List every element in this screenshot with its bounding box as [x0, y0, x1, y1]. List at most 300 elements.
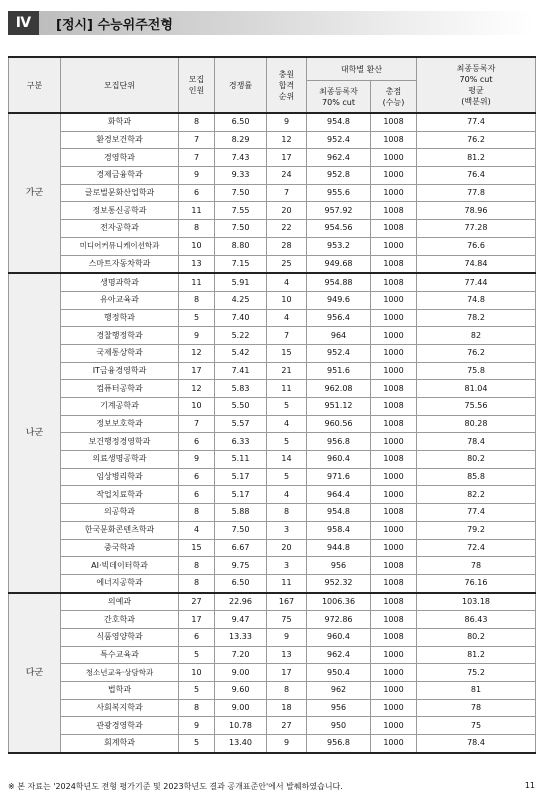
quota-cell: 12: [179, 380, 215, 398]
percentile-cell: 78.2: [417, 309, 536, 327]
ratio-cell: 5.50: [215, 398, 267, 416]
percentile-cell: 74.8: [417, 291, 536, 309]
quota-cell: 8: [179, 504, 215, 522]
ratio-cell: 13.40: [215, 735, 267, 753]
final-score-cell: 949.68: [307, 255, 371, 273]
total-cell: 1008: [371, 380, 417, 398]
section-header: [8, 11, 535, 35]
final-score-cell: 952.4: [307, 344, 371, 362]
percentile-cell: 81.04: [417, 380, 536, 398]
percentile-cell: 82: [417, 327, 536, 345]
admission-results-table: [8, 56, 536, 754]
table-row: [9, 202, 536, 220]
rank-cell: 11: [267, 380, 307, 398]
rank-cell: 11: [267, 574, 307, 592]
table-row: [9, 131, 536, 149]
final-score-cell: 956.4: [307, 309, 371, 327]
rank-cell: 4: [267, 486, 307, 504]
final-score-cell: 952.32: [307, 574, 371, 592]
table-row: [9, 184, 536, 202]
table-row: [9, 682, 536, 700]
final-score-cell: 953.2: [307, 237, 371, 255]
final-score-cell: 954.8: [307, 504, 371, 522]
ratio-cell: 9.00: [215, 699, 267, 717]
unit-cell: 생명과학과: [61, 273, 179, 291]
ratio-cell: 7.41: [215, 362, 267, 380]
unit-cell: 정보통신공학과: [61, 202, 179, 220]
final-score-cell: 956: [307, 557, 371, 575]
percentile-cell: 75.8: [417, 362, 536, 380]
ratio-cell: 5.17: [215, 486, 267, 504]
header-percentile: 최종등록자 70% cut 평균 (백분위): [417, 57, 536, 113]
total-cell: 1000: [371, 468, 417, 486]
quota-cell: 11: [179, 202, 215, 220]
unit-cell: 관광경영학과: [61, 717, 179, 735]
table-row: [9, 149, 536, 167]
final-score-cell: 962.4: [307, 149, 371, 167]
ratio-cell: 7.15: [215, 255, 267, 273]
final-score-cell: 960.4: [307, 628, 371, 646]
percentile-cell: 80.28: [417, 415, 536, 433]
quota-cell: 8: [179, 699, 215, 717]
percentile-cell: 85.8: [417, 468, 536, 486]
percentile-cell: 79.2: [417, 521, 536, 539]
percentile-cell: 103.18: [417, 593, 536, 611]
quota-cell: 6: [179, 628, 215, 646]
quota-cell: 7: [179, 415, 215, 433]
percentile-cell: 77.4: [417, 504, 536, 522]
rank-cell: 9: [267, 735, 307, 753]
quota-cell: 11: [179, 273, 215, 291]
final-score-cell: 962: [307, 682, 371, 700]
unit-cell: 환경보건학과: [61, 131, 179, 149]
table-row: [9, 362, 536, 380]
unit-cell: 의예과: [61, 593, 179, 611]
unit-cell: 보건행정경영학과: [61, 433, 179, 451]
total-cell: 1000: [371, 664, 417, 682]
total-cell: 1008: [371, 504, 417, 522]
quota-cell: 7: [179, 131, 215, 149]
final-score-cell: 954.8: [307, 113, 371, 131]
rank-cell: 17: [267, 664, 307, 682]
total-cell: 1008: [371, 398, 417, 416]
final-score-cell: 954.88: [307, 273, 371, 291]
quota-cell: 15: [179, 539, 215, 557]
total-cell: 1000: [371, 149, 417, 167]
unit-cell: 전자공학과: [61, 220, 179, 238]
table-row: [9, 237, 536, 255]
table-row: [9, 646, 536, 664]
unit-cell: 임상병리학과: [61, 468, 179, 486]
rank-cell: 9: [267, 113, 307, 131]
group-label: 다군: [9, 593, 61, 753]
percentile-cell: 74.84: [417, 255, 536, 273]
rank-cell: 14: [267, 451, 307, 469]
total-cell: 1000: [371, 327, 417, 345]
ratio-cell: 5.83: [215, 380, 267, 398]
percentile-cell: 75: [417, 717, 536, 735]
final-score-cell: 971.6: [307, 468, 371, 486]
total-cell: 1000: [371, 682, 417, 700]
unit-cell: 행정학과: [61, 309, 179, 327]
unit-cell: 사회복지학과: [61, 699, 179, 717]
quota-cell: 12: [179, 344, 215, 362]
final-score-cell: 952.8: [307, 167, 371, 185]
table-row: [9, 327, 536, 345]
total-cell: 1000: [371, 167, 417, 185]
percentile-cell: 76.16: [417, 574, 536, 592]
rank-cell: 4: [267, 309, 307, 327]
table-row: [9, 699, 536, 717]
rank-cell: 4: [267, 273, 307, 291]
total-cell: 1000: [371, 699, 417, 717]
total-cell: 1008: [371, 611, 417, 629]
unit-cell: 작업치료학과: [61, 486, 179, 504]
final-score-cell: 956.8: [307, 735, 371, 753]
table-row: [9, 380, 536, 398]
table-row: [9, 220, 536, 238]
rank-cell: 5: [267, 433, 307, 451]
unit-cell: 청소년교육·상담학과: [61, 664, 179, 682]
percentile-cell: 75.56: [417, 398, 536, 416]
unit-cell: 경제금융학과: [61, 167, 179, 185]
ratio-cell: 5.22: [215, 327, 267, 345]
percentile-cell: 78: [417, 557, 536, 575]
table-row: [9, 415, 536, 433]
ratio-cell: 6.33: [215, 433, 267, 451]
table-row: [9, 309, 536, 327]
table-row: [9, 344, 536, 362]
rank-cell: 15: [267, 344, 307, 362]
header-unit: 모집단위: [61, 57, 179, 113]
total-cell: 1000: [371, 362, 417, 380]
unit-cell: 글로벌문화산업학과: [61, 184, 179, 202]
rank-cell: 5: [267, 398, 307, 416]
header-conversion: 대학별 환산: [307, 57, 417, 81]
final-score-cell: 1006.36: [307, 593, 371, 611]
quota-cell: 10: [179, 664, 215, 682]
ratio-cell: 7.43: [215, 149, 267, 167]
final-score-cell: 955.6: [307, 184, 371, 202]
table-row: [9, 664, 536, 682]
rank-cell: 7: [267, 184, 307, 202]
final-score-cell: 962.4: [307, 646, 371, 664]
quota-cell: 7: [179, 149, 215, 167]
table-row: [9, 451, 536, 469]
table-row: [9, 593, 536, 611]
table-row: [9, 557, 536, 575]
percentile-cell: 81.2: [417, 646, 536, 664]
ratio-cell: 4.25: [215, 291, 267, 309]
rank-cell: 10: [267, 291, 307, 309]
quota-cell: 5: [179, 646, 215, 664]
quota-cell: 4: [179, 521, 215, 539]
total-cell: 1000: [371, 291, 417, 309]
quota-cell: 13: [179, 255, 215, 273]
final-score-cell: 949.6: [307, 291, 371, 309]
percentile-cell: 77.4: [417, 113, 536, 131]
section-number: Ⅳ: [8, 11, 39, 35]
table-row: [9, 291, 536, 309]
ratio-cell: 5.57: [215, 415, 267, 433]
final-score-cell: 956.8: [307, 433, 371, 451]
percentile-cell: 78.96: [417, 202, 536, 220]
ratio-cell: 9.00: [215, 664, 267, 682]
percentile-cell: 80.2: [417, 628, 536, 646]
rank-cell: 12: [267, 131, 307, 149]
ratio-cell: 6.67: [215, 539, 267, 557]
unit-cell: 기계공학과: [61, 398, 179, 416]
total-cell: 1000: [371, 344, 417, 362]
final-score-cell: 957.92: [307, 202, 371, 220]
rank-cell: 7: [267, 327, 307, 345]
table-row: [9, 574, 536, 592]
ratio-cell: 5.17: [215, 468, 267, 486]
unit-cell: 정보보호학과: [61, 415, 179, 433]
header-final-score: 최종등록자 70% cut: [307, 81, 371, 114]
percentile-cell: 78.4: [417, 433, 536, 451]
rank-cell: 75: [267, 611, 307, 629]
percentile-cell: 78.4: [417, 735, 536, 753]
unit-cell: 한국문화콘텐츠학과: [61, 521, 179, 539]
quota-cell: 6: [179, 184, 215, 202]
total-cell: 1008: [371, 415, 417, 433]
quota-cell: 8: [179, 557, 215, 575]
ratio-cell: 7.55: [215, 202, 267, 220]
header-total: 총점 (수능): [371, 81, 417, 114]
unit-cell: 중국학과: [61, 539, 179, 557]
total-cell: 1008: [371, 574, 417, 592]
table-row: [9, 255, 536, 273]
percentile-cell: 82.2: [417, 486, 536, 504]
quota-cell: 17: [179, 611, 215, 629]
rank-cell: 28: [267, 237, 307, 255]
percentile-cell: 77.28: [417, 220, 536, 238]
rank-cell: 22: [267, 220, 307, 238]
total-cell: 1008: [371, 557, 417, 575]
ratio-cell: 7.50: [215, 220, 267, 238]
final-score-cell: 958.4: [307, 521, 371, 539]
final-score-cell: 950.4: [307, 664, 371, 682]
total-cell: 1000: [371, 735, 417, 753]
rank-cell: 27: [267, 717, 307, 735]
table-row: [9, 611, 536, 629]
total-cell: 1000: [371, 539, 417, 557]
header-quota: 모집 인원: [179, 57, 215, 113]
ratio-cell: 9.33: [215, 167, 267, 185]
table-row: [9, 273, 536, 291]
quota-cell: 6: [179, 468, 215, 486]
rank-cell: 9: [267, 628, 307, 646]
section-title: [정시] 수능위주전형: [56, 18, 173, 33]
final-score-cell: 964: [307, 327, 371, 345]
quota-cell: 27: [179, 593, 215, 611]
percentile-cell: 78: [417, 699, 536, 717]
ratio-cell: 13.33: [215, 628, 267, 646]
final-score-cell: 960.56: [307, 415, 371, 433]
percentile-cell: 86.43: [417, 611, 536, 629]
group-label: 나군: [9, 273, 61, 592]
quota-cell: 8: [179, 574, 215, 592]
group-label: 가군: [9, 113, 61, 273]
final-score-cell: 972.86: [307, 611, 371, 629]
rank-cell: 4: [267, 415, 307, 433]
percentile-cell: 77.8: [417, 184, 536, 202]
table-row: [9, 521, 536, 539]
rank-cell: 20: [267, 539, 307, 557]
quota-cell: 10: [179, 398, 215, 416]
final-score-cell: 951.6: [307, 362, 371, 380]
total-cell: 1008: [371, 273, 417, 291]
unit-cell: 경찰행정학과: [61, 327, 179, 345]
header-group: 구분: [9, 57, 61, 113]
total-cell: 1008: [371, 593, 417, 611]
rank-cell: 8: [267, 504, 307, 522]
total-cell: 1000: [371, 717, 417, 735]
percentile-cell: 76.2: [417, 131, 536, 149]
ratio-cell: 6.50: [215, 113, 267, 131]
ratio-cell: 7.50: [215, 521, 267, 539]
rank-cell: 13: [267, 646, 307, 664]
footnote: ※ 본 자료는 '2024학년도 전형 평가기준 및 2023학년도 결과 공개표준안'에서 발췌하였습니다.: [8, 782, 343, 791]
unit-cell: 법학과: [61, 682, 179, 700]
quota-cell: 9: [179, 451, 215, 469]
total-cell: 1008: [371, 451, 417, 469]
unit-cell: 미디어커뮤니케이션학과: [61, 237, 179, 255]
quota-cell: 5: [179, 309, 215, 327]
unit-cell: AI·빅데이터학과: [61, 557, 179, 575]
quota-cell: 17: [179, 362, 215, 380]
table-row: [9, 113, 536, 131]
header-ratio: 경쟁률: [215, 57, 267, 113]
quota-cell: 6: [179, 433, 215, 451]
table-header: [9, 57, 536, 113]
unit-cell: 국제통상학과: [61, 344, 179, 362]
percentile-cell: 76.4: [417, 167, 536, 185]
ratio-cell: 22.96: [215, 593, 267, 611]
quota-cell: 5: [179, 682, 215, 700]
final-score-cell: 964.4: [307, 486, 371, 504]
total-cell: 1008: [371, 628, 417, 646]
percentile-cell: 75.2: [417, 664, 536, 682]
ratio-cell: 8.80: [215, 237, 267, 255]
percentile-cell: 77.44: [417, 273, 536, 291]
page-number: 11: [524, 781, 535, 790]
total-cell: 1000: [371, 521, 417, 539]
rank-cell: 17: [267, 149, 307, 167]
percentile-cell: 76.6: [417, 237, 536, 255]
final-score-cell: 944.8: [307, 539, 371, 557]
unit-cell: 의공학과: [61, 504, 179, 522]
rank-cell: 167: [267, 593, 307, 611]
table-row: [9, 486, 536, 504]
ratio-cell: 9.60: [215, 682, 267, 700]
rank-cell: 20: [267, 202, 307, 220]
ratio-cell: 5.42: [215, 344, 267, 362]
final-score-cell: 951.12: [307, 398, 371, 416]
quota-cell: 9: [179, 167, 215, 185]
total-cell: 1000: [371, 646, 417, 664]
table-row: [9, 504, 536, 522]
total-cell: 1000: [371, 433, 417, 451]
total-cell: 1000: [371, 309, 417, 327]
percentile-cell: 81.2: [417, 149, 536, 167]
ratio-cell: 7.50: [215, 184, 267, 202]
table-row: [9, 717, 536, 735]
quota-cell: 10: [179, 237, 215, 255]
total-cell: 1008: [371, 202, 417, 220]
final-score-cell: 956: [307, 699, 371, 717]
unit-cell: 스마트자동차학과: [61, 255, 179, 273]
total-cell: 1000: [371, 184, 417, 202]
quota-cell: 9: [179, 717, 215, 735]
ratio-cell: 5.88: [215, 504, 267, 522]
ratio-cell: 7.40: [215, 309, 267, 327]
final-score-cell: 952.4: [307, 131, 371, 149]
table-row: [9, 735, 536, 753]
unit-cell: 컴퓨터공학과: [61, 380, 179, 398]
ratio-cell: 8.29: [215, 131, 267, 149]
ratio-cell: 5.11: [215, 451, 267, 469]
unit-cell: 간호학과: [61, 611, 179, 629]
quota-cell: 8: [179, 220, 215, 238]
unit-cell: 화학과: [61, 113, 179, 131]
total-cell: 1008: [371, 131, 417, 149]
unit-cell: 에너지공학과: [61, 574, 179, 592]
total-cell: 1000: [371, 486, 417, 504]
final-score-cell: 960.4: [307, 451, 371, 469]
percentile-cell: 76.2: [417, 344, 536, 362]
rank-cell: 8: [267, 682, 307, 700]
unit-cell: 경영학과: [61, 149, 179, 167]
rank-cell: 24: [267, 167, 307, 185]
ratio-cell: 9.75: [215, 557, 267, 575]
unit-cell: 의료생명공학과: [61, 451, 179, 469]
quota-cell: 8: [179, 113, 215, 131]
ratio-cell: 10.78: [215, 717, 267, 735]
table-row: [9, 433, 536, 451]
table-row: [9, 539, 536, 557]
table-row: [9, 468, 536, 486]
unit-cell: 유아교육과: [61, 291, 179, 309]
ratio-cell: 5.91: [215, 273, 267, 291]
rank-cell: 21: [267, 362, 307, 380]
rank-cell: 5: [267, 468, 307, 486]
unit-cell: 회계학과: [61, 735, 179, 753]
quota-cell: 8: [179, 291, 215, 309]
rank-cell: 18: [267, 699, 307, 717]
table-row: [9, 628, 536, 646]
table-row: [9, 398, 536, 416]
unit-cell: IT금융경영학과: [61, 362, 179, 380]
ratio-cell: 9.47: [215, 611, 267, 629]
table-body: [9, 113, 536, 753]
total-cell: 1000: [371, 237, 417, 255]
final-score-cell: 962.08: [307, 380, 371, 398]
percentile-cell: 81: [417, 682, 536, 700]
table-row: [9, 167, 536, 185]
quota-cell: 9: [179, 327, 215, 345]
percentile-cell: 80.2: [417, 451, 536, 469]
quota-cell: 5: [179, 735, 215, 753]
ratio-cell: 6.50: [215, 574, 267, 592]
total-cell: 1008: [371, 113, 417, 131]
final-score-cell: 954.56: [307, 220, 371, 238]
final-score-cell: 950: [307, 717, 371, 735]
ratio-cell: 7.20: [215, 646, 267, 664]
rank-cell: 3: [267, 521, 307, 539]
total-cell: 1008: [371, 255, 417, 273]
